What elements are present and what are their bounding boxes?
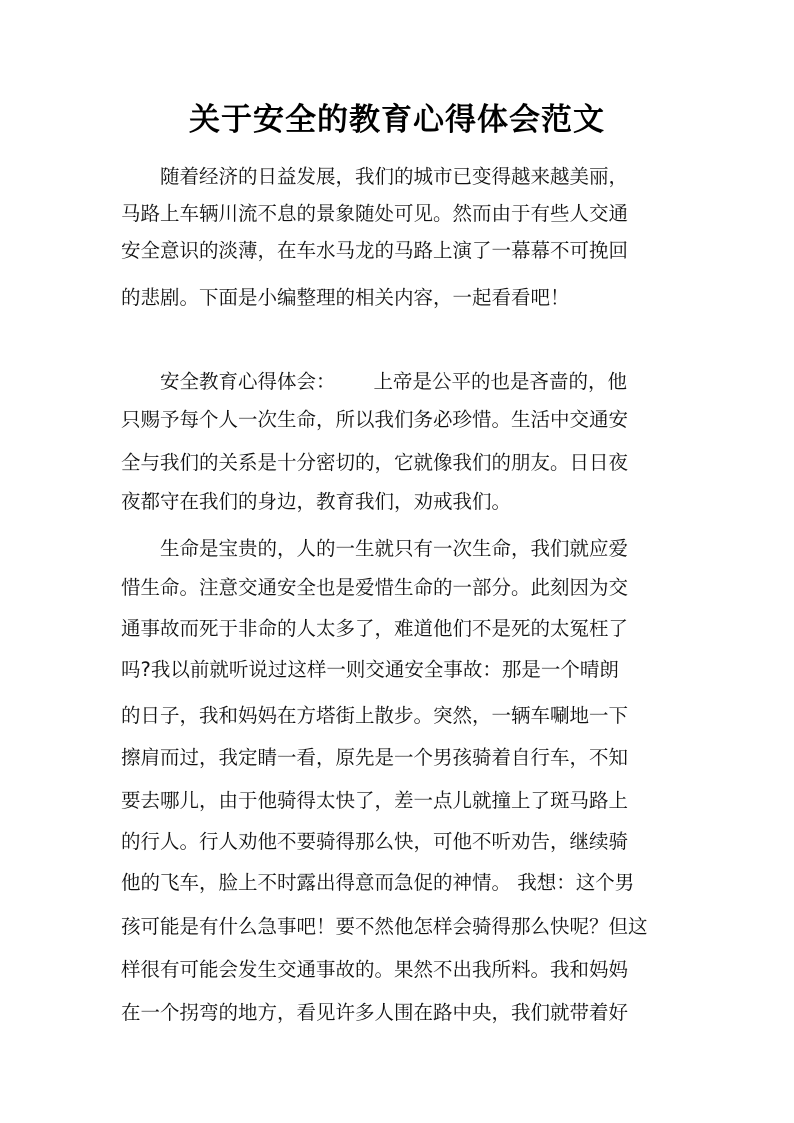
section1-heading: 安全教育心得体会： <box>160 370 336 393</box>
section2-line-6: 擦肩而过，我定睛一看，原先是一个男孩骑着自行车，不知 <box>121 746 629 769</box>
document-title: 关于安全的教育心得体会范文 <box>189 102 605 138</box>
section2-line-2: 惜生命。注意交通安全也是爱惜生命的一部分。此刻因为交 <box>121 576 629 599</box>
section2-line-1: 生命是宝贵的，人的一生就只有一次生命，我们就应爱 <box>160 537 629 560</box>
section2-line-7: 要去哪儿，由于他骑得太快了，差一点儿就撞上了斑马路上 <box>121 789 629 812</box>
intro-line-3: 安全意识的淡薄，在车水马龙的马路上演了一幕幕不可挽回 <box>121 239 629 262</box>
section2-line-5: 的日子，我和妈妈在方塔街上散步。突然，一辆车唰地一下 <box>121 704 629 727</box>
section1-first-line <box>160 367 627 397</box>
section1-line-4: 夜都守在我们的身边，教育我们，劝戒我们。 <box>121 490 512 513</box>
section1-line-3: 全与我们的关系是十分密切的，它就像我们的朋友。日日夜 <box>121 451 629 474</box>
section2-line-3: 通事故而死于非命的人太多了，难道他们不是死的太冤枉了 <box>121 617 629 640</box>
section2-line-8: 的行人。行人劝他不要骑得那么快，可他不听劝告，继续骑 <box>121 830 629 853</box>
intro-line-4: 的悲剧。下面是小编整理的相关内容，一起看看吧！ <box>121 286 570 309</box>
section2-line-11: 样很有可能会发生交通事故的。果然不出我所料。我和妈妈 <box>121 958 629 981</box>
section2-line-10: 孩可能是有什么急事吧！要不然他怎样会骑得那么快呢？但这 <box>121 915 648 938</box>
section1-line-1: 上帝是公平的也是吝啬的，他 <box>373 370 628 393</box>
section1-line-2: 只赐予每个人一次生命，所以我们务必珍惜。生活中交通安 <box>121 408 629 431</box>
section2-line-4: 吗?我以前就听说过这样一则交通安全事故：那是一个晴朗 <box>121 658 619 681</box>
intro-line-2: 马路上车辆川流不息的景象随处可见。然而由于有些人交通 <box>121 202 629 225</box>
section2-line-12: 在一个拐弯的地方，看见许多人围在路中央，我们就带着好 <box>121 1001 629 1024</box>
intro-line-1: 随着经济的日益发展，我们的城市已变得越来越美丽， <box>160 165 629 188</box>
section2-line-9: 他的飞车，脸上不时露出得意而急促的神情。 我想：这个男 <box>121 871 635 894</box>
